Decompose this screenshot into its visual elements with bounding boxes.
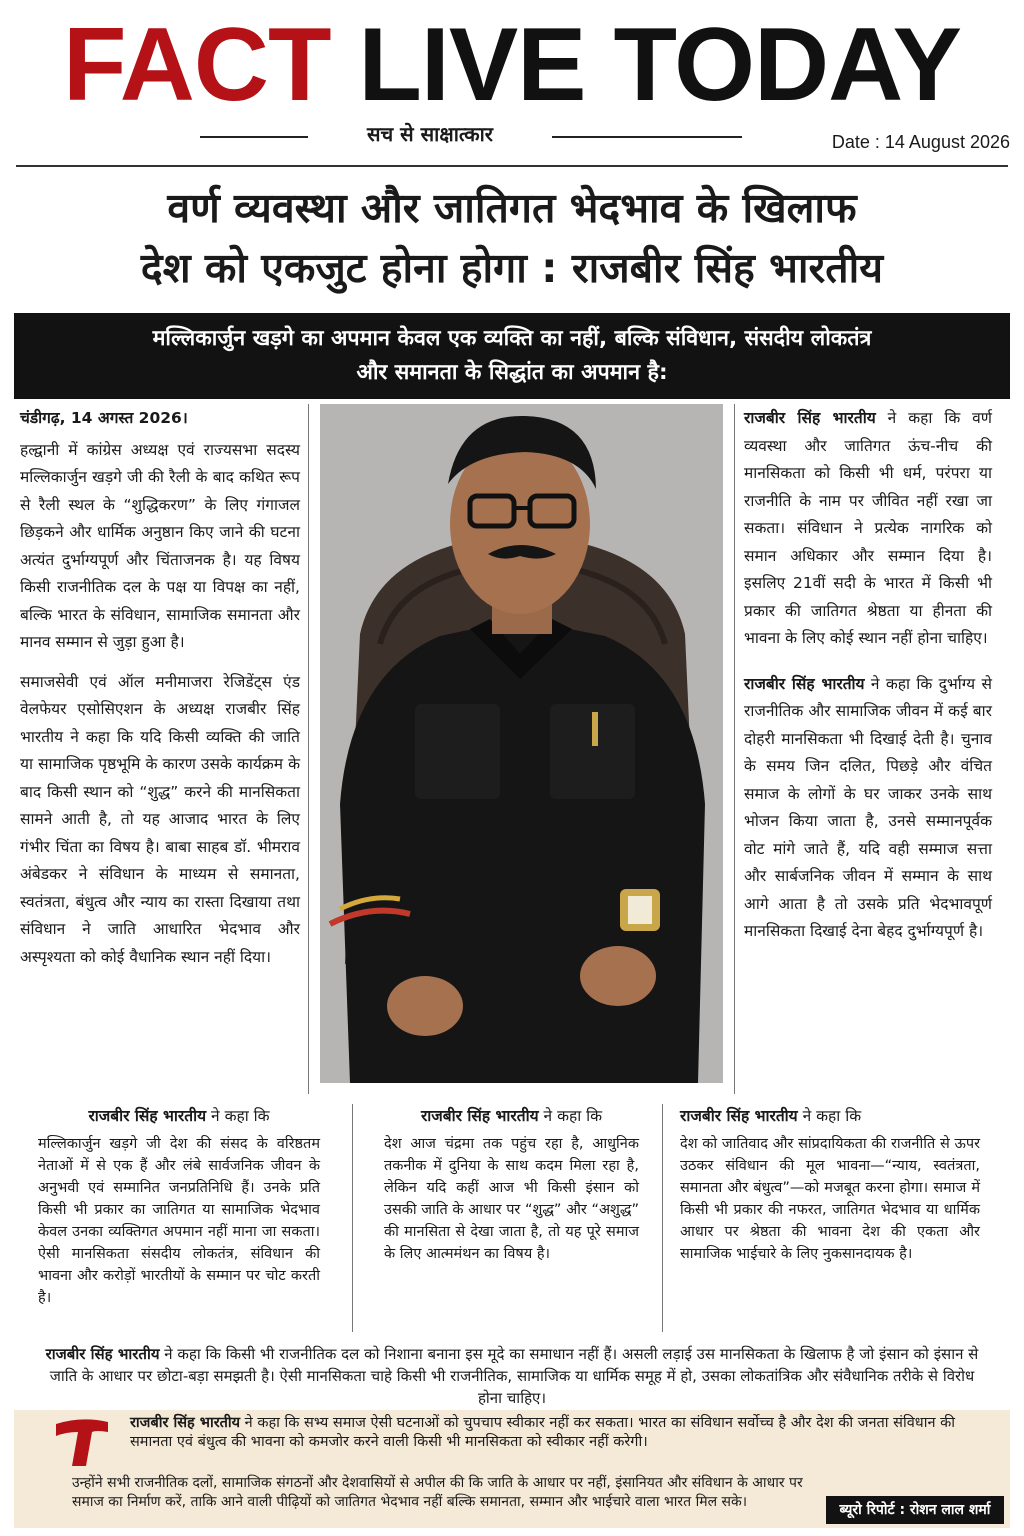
bottom-column-3 xyxy=(680,1105,980,1265)
right-paragraph-1 xyxy=(744,405,992,653)
masthead-divider xyxy=(16,165,1008,167)
title-rest: LIVE TODAY xyxy=(330,7,962,123)
logo-letter: T xyxy=(52,1418,53,1419)
speaker-name: राजबीर सिंह भारतीय xyxy=(744,409,876,427)
portrait-illustration xyxy=(320,404,723,1083)
tagline-rule-right xyxy=(552,136,742,138)
column-rule xyxy=(734,404,735,1094)
left-paragraph-2: समाजसेवी एवं ऑल मनीमाजरा रेजिडेंट्स एंड वेलफेयर एसोसिएशन के अध्यक्ष राजबीर सिंह भारतीय ने कहा कि यदि किसी व्यक्ति की जाति या सामाजिक पृष्ठभूमि के कारण उसके कार्यक्रम के बाद किसी स्थान को “शुद्ध” करने की मानसिकता सामने आती है, तो यह आजाद भारत के लिए गंभीर चिंता का विषय है। बाबा साहब डॉ. भीमराव अंबेडकर ने संविधान के माध्यम से समानता, स्वतंत्रता, बंधुत्व और न्याय का रास्ता दिखाया तथा संविधान ने जाति आधारित भेदभाव और अस्पृश्यता को कोई वैधानिक स्थान नहीं दिया। xyxy=(20,672,300,966)
tagline: सच से साक्षात्कार xyxy=(366,122,493,146)
footer-paragraph-1 xyxy=(130,1414,990,1452)
subheadline-line-2: और समानता के सिद्धांत का अपमान है: xyxy=(356,360,668,385)
tagline-rule-left xyxy=(200,136,308,138)
masthead xyxy=(0,0,1024,165)
newspaper-title xyxy=(0,6,1024,124)
subheadline-bar xyxy=(14,313,1010,399)
wide-paragraph-text: ने कहा कि किसी भी राजनीतिक दल को निशाना बनाना इस मूदे का समाधान नहीं हैं। असली लड़ाई उस मानसिकता के खिलाफ है जो इंसान को इंसान से जाति के आधार पर छोटा-बड़ा समझती है। ऐसी मानसिकता चाहे किसी भी राजनीतिक, सामाजिक या धार्मिक समूह में हो, उसका लोकतांत्रिक और संवैधानिक तरीके से विरोध होना चाहिए। xyxy=(49,1345,979,1407)
dateline: चंडीगढ़, 14 अगस्त 2026। xyxy=(20,409,188,427)
bottom-column-3-text: देश को जातिवाद और सांप्रदायिकता की राजनीति से ऊपर उठकर संविधान की मूल भावना—“न्याय, स्वतंत्रता, समानता और बंधुत्व”—को मजबूत करना होगा। समाज में किसी भी प्रकार की नफरत, जातिगत भेदभाव या धार्मिक आधार पर श्रेष्ठता की भावना देश की एकता और सामाजिक भाईचारे के लिए नुकसानदायक है। xyxy=(680,1136,980,1262)
title-fact: FACT xyxy=(62,7,331,123)
head-rest: ने कहा कि xyxy=(538,1107,603,1125)
speaker-name: राजबीर सिंह भारतीय xyxy=(88,1107,207,1125)
footer-paragraph-2: उन्होंने सभी राजनीतिक दलों, सामाजिक संगठनों और देशवासियों से अपील की कि जाति के आधार पर नहीं, इंसानियत और संविधान के आधार पर समाज का निर्माण करें, ताकि आने वाली पीढ़ियों को जातिगत भेदभाव नहीं बल्कि समानता, सम्मान और भाईचारे वाला भारत मिल सके। xyxy=(72,1475,803,1510)
left-column xyxy=(20,405,300,983)
bottom-column-1-text: मल्लिकार्जुन खड़गे जी देश की संसद के वरिष्ठतम नेताओं में से एक हैं और लंबे सार्वजनिक जीवन के अनुभवी एवं सम्मानित जनप्रतिनिधि हैं। उनके प्रति किसी भी प्रकार का जातिगत या सामाजिक भेदभाव केवल उनका व्यक्तिगत अपमान नहीं माना जा सकता। ऐसी मानसिकता संसदीय लोकतंत्र, संविधान की भावना और करोड़ों भारतीयों के सम्मान पर चोट करती है। xyxy=(38,1136,320,1306)
right-paragraph-2 xyxy=(744,671,992,946)
right-paragraph-2-text: ने कहा कि दुर्भाग्य से राजनीतिक और सामाजिक जीवन में कई बार दोहरी मानसिकता भी दिखाई देती है। चुनाव के समय जिन दलित, पिछड़े और वंचित समाज के लोगों के घर जाकर उनके साथ भोजन किया जाता है, उनसे सम्मानपूर्वक वोट मांगे जाते हैं, यदि वही सम्माज सत्ता और सार्बजनिक जीवन में सम्मान के साथ आगे आता है तो उसके प्रति भेदभावपूर्ण मानसिकता दिखाई देना बेहद दुर्भाग्यपूर्ण है। xyxy=(744,674,992,940)
footer-paragraph-1-text: ने कहा कि सभ्य समाज ऐसी घटनाओं को चुपचाप स्वीकार नहीं कर सकता। भारत का संविधान सर्वोच्च है और देश की जनता संविधान की समानता एवं बंधुत्व की भावना को कमजोर करने वाली किसी भी मानसिकता को स्वीकार नहीं करेगी। xyxy=(130,1415,956,1450)
bureau-report-badge: ब्यूरो रिपोर्ट : रोशन लाल शर्मा xyxy=(826,1496,1004,1524)
speaker-name: राजबीर सिंह भारतीय xyxy=(420,1107,539,1125)
speaker-name: राजबीर सिंह भारतीय xyxy=(680,1107,798,1125)
left-paragraph-1: हल्द्वानी में कांग्रेस अध्यक्ष एवं राज्यसभा सदस्य मल्लिकार्जुन खड़गे जी की रैली के बाद कथित रूप से रैली स्थल के “शुद्धिकरण” के लिए गंगाजल छिड़कने और धार्मिक अनुष्ठान किए जाने की घटना अत्यंत दुर्भाग्यपूर्ण और चिंताजनक है। यह विषय किसी राजनीतिक दल के पक्ष या विपक्ष का नहीं, बल्कि भारत के संविधान, सामाजिक समानता और मानव सम्मान से जुड़ा हुआ है। xyxy=(20,440,300,651)
headline-line-2: देश को एकजुट होना होगा : राजबीर सिंह भारतीय xyxy=(140,244,884,292)
bottom-column-2-head xyxy=(384,1105,639,1127)
bottom-column-2-text: देश आज चंद्रमा तक पहुंच रहा है, आधुनिक तकनीक में दुनिया के साथ कदम मिला रहा है, लेकिन यदि कहीं आज भी किसी इंसान को उसकी जाति के आधार पर “शुद्ध” और “अशुद्ध” की मानसिता से देखा जाता है, तो यह पूरे समाज के लिए आत्ममंथन का विषय है। xyxy=(384,1136,639,1262)
wide-paragraph xyxy=(40,1343,984,1409)
bottom-column-1-head xyxy=(38,1105,320,1127)
speaker-name: राजबीर सिंह भारतीय xyxy=(744,674,865,693)
headline xyxy=(20,178,1004,298)
bottom-column-3-head xyxy=(680,1105,980,1127)
portrait-photo xyxy=(320,404,723,1083)
speaker-name: राजबीर सिंह भारतीय xyxy=(130,1415,241,1431)
column-rule xyxy=(308,404,309,1094)
subheadline-line-1: मल्लिकार्जुन खड़गे का अपमान केवल एक व्यक्ति का नहीं, बल्कि संविधान, संसदीय लोकतंत्र xyxy=(152,326,872,351)
head-rest: ने कहा कि xyxy=(797,1107,862,1125)
column-rule xyxy=(662,1104,663,1332)
right-column xyxy=(744,405,992,958)
bottom-column-1 xyxy=(38,1105,320,1309)
fact-live-today-logo xyxy=(52,1418,112,1468)
column-rule xyxy=(352,1104,353,1332)
headline-line-1: वर्ण व्यवस्था और जातिगत भेदभाव के खिलाफ xyxy=(167,184,857,232)
right-paragraph-1-text: ने कहा कि वर्ण व्यवस्था और जातिगत ऊंच-नीच की मानसिकता को किसी भी धर्म, परंपरा या राजनीति के नाम पर जीवित नहीं रखा जा सकता। संविधान ने प्रत्येक नागरिक को समान अधिकार और सम्मान दिया है। इसलिए 21वीं सदी के भारत में किसी भी प्रकार की जातिगत श्रेष्ठता या हीनता की भावना के लिए कोई स्थान नहीं होना चाहिए। xyxy=(744,409,993,647)
speaker-name: राजबीर सिंह भारतीय xyxy=(45,1345,160,1363)
bottom-column-2 xyxy=(384,1105,639,1265)
head-rest: ने कहा कि xyxy=(206,1107,270,1125)
issue-date: Date : 14 August 2026 xyxy=(831,132,1010,152)
